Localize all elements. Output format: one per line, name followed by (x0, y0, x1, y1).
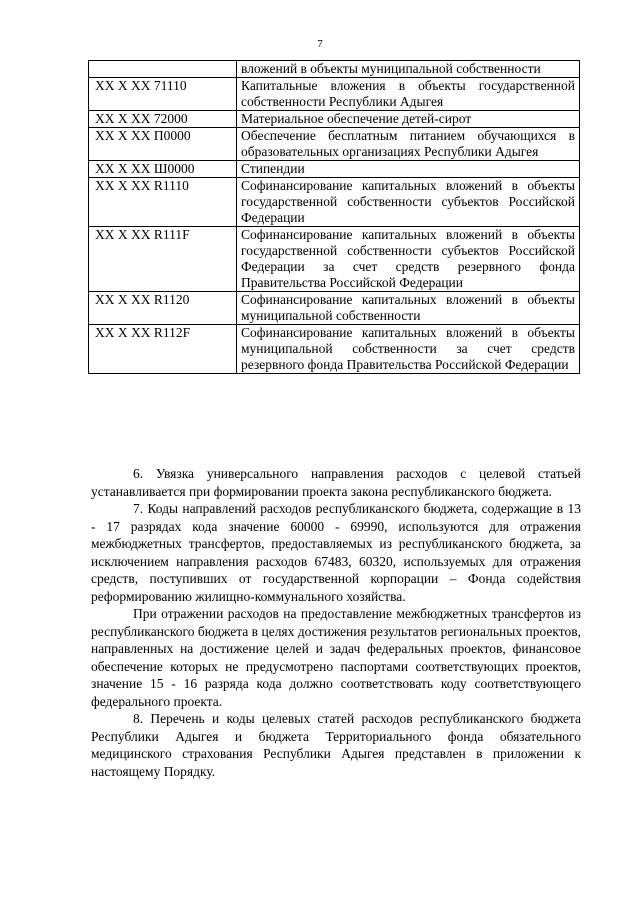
table-row (89, 128, 580, 161)
row-description: Софинансирование капитальных вложений в объекты муниципальной собственности (237, 292, 580, 325)
row-description: Софинансирование капитальных вложений в объекты государственной собственности субъектов Российской Федерации за счет средств резервного фонда Правительства Российской Федерации (237, 227, 580, 292)
row-description: Капитальные вложения в объекты государственной собственности Республики Адыгея (237, 78, 580, 111)
table-row (89, 78, 580, 111)
row-description: Софинансирование капитальных вложений в объекты муниципальной собственности за счет средств резервного фонда Правительства Российской Федерации (237, 325, 580, 374)
target-articles-table (88, 60, 580, 374)
row-code: XX X XX 72000 (89, 111, 237, 128)
paragraph-6: 6. Увязка универсального направления расходов с целевой статьей устанавливается при формировании проекта закона республиканского бюджета. (91, 466, 581, 499)
row-description: Материальное обеспечение детей-сирот (237, 111, 580, 128)
table-row (89, 61, 580, 78)
row-code: XX X XX Ш0000 (89, 161, 237, 178)
row-code (89, 61, 237, 78)
paragraph-8: 8. Перечень и коды целевых статей расходов республиканского бюджета Республики Адыгея и бюджета Территориального фонда обязательного медицинского страхования Республики Адыгея представлен в приложении к настоящему Порядку. (91, 711, 581, 779)
row-code: XX X XX П0000 (89, 128, 237, 161)
row-description: вложений в объекты муниципальной собственности (237, 61, 580, 78)
row-code: XX X XX R1110 (89, 178, 237, 227)
row-code: XX X XX R112F (89, 325, 237, 374)
table-row (89, 111, 580, 128)
row-description: Софинансирование капитальных вложений в объекты государственной собственности субъектов Российской Федерации (237, 178, 580, 227)
paragraph-7: 7. Коды направлений расходов республиканского бюджета, содержащие в 13 - 17 разрядах кода значение 60000 - 69990, используются для отражения межбюджетных трансфертов, предоставляемых из республиканского бюджета, за исключением направления расходов 67483, 60320, используемых для отражения средств, поступивших от государственной корпорации – Фонда содействия реформированию жилищно-коммунального хозяйства. (91, 501, 581, 604)
table-row (89, 325, 580, 374)
table-row (89, 161, 580, 178)
row-description: Стипендии (237, 161, 580, 178)
row-code: XX X XX 71110 (89, 78, 237, 111)
row-code: XX X XX R111F (89, 227, 237, 292)
row-code: XX X XX R1120 (89, 292, 237, 325)
row-description: Обеспечение бесплатным питанием обучающихся в образовательных организациях Республики Адыгея (237, 128, 580, 161)
paragraph-7-continuation: При отражении расходов на предоставление межбюджетных трансфертов из республиканского бюджета в целях достижения результатов региональных проектов, направленных на достижение целей и задач федеральных проектов, финансовое обеспечение которых не предусмотрено паспортами соответствующих проектов, значение 15 - 16 разряда кода должно соответствовать коду соответствующего федерального проекта. (91, 606, 581, 709)
table-row (89, 292, 580, 325)
page-number: 7 (317, 38, 323, 50)
table-row (89, 227, 580, 292)
table-row (89, 178, 580, 227)
body-text (91, 465, 581, 780)
